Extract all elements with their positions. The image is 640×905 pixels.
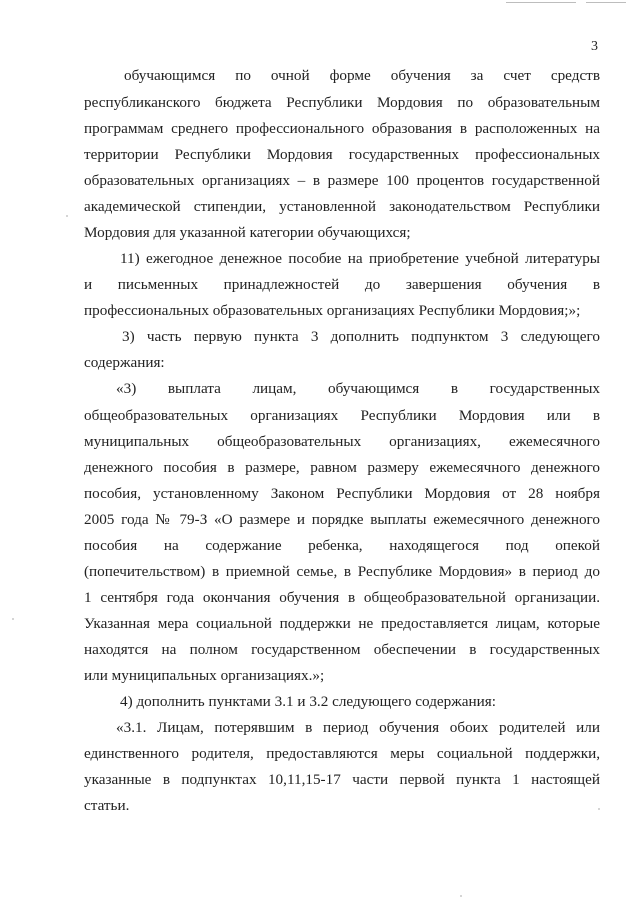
text-line: территории Республики Мордовия государственных профессиональных: [84, 146, 600, 163]
text-line: образовательных организациях – в размере 100 процентов государственной: [84, 172, 600, 189]
scan-artifact-dot: [66, 215, 68, 217]
scan-artifact-line: [586, 2, 626, 3]
text-line: и письменных принадлежностей до завершения обучения в: [84, 276, 600, 293]
text-line: республиканского бюджета Республики Мордовия по образовательным: [84, 94, 600, 111]
text-line: пособия, установленному Законом Республики Мордовия от 28 ноября: [84, 485, 600, 502]
text-line: обучающимся по очной форме обучения за счет средств: [124, 67, 600, 84]
text-line: муниципальных общеобразовательных организациях, ежемесячного: [84, 433, 600, 450]
text-line: 1 сентября года окончания обучения в общеобразовательной организации.: [84, 589, 600, 606]
scan-artifact-dot: [460, 895, 462, 897]
text-line: денежного пособия в размере, равном размеру ежемесячного денежного: [84, 459, 600, 476]
text-line: пособия на содержание ребенка, находящегося под опекой: [84, 537, 600, 554]
text-line: программам среднего профессионального образования в расположенных на: [84, 120, 600, 137]
text-line: академической стипендии, установленной законодательством Республики: [84, 198, 600, 215]
text-line: содержания:: [84, 354, 165, 371]
text-line: 3) часть первую пункта 3 дополнить подпунктом 3 следующего: [122, 328, 600, 345]
text-line: 4) дополнить пунктами 3.1 и 3.2 следующего содержания:: [120, 693, 496, 710]
text-line: Мордовия для указанной категории обучающихся;: [84, 224, 411, 241]
text-line: находятся на полном государственном обеспечении в государственных: [84, 641, 600, 658]
text-line: «3.1. Лицам, потерявшим в период обучения обоих родителей или: [116, 719, 600, 736]
text-line: Указанная мера социальной поддержки не предоставляется лицам, которые: [84, 615, 600, 632]
text-line: указанные в подпунктах 10,11,15-17 части первой пункта 1 настоящей: [84, 771, 600, 788]
text-line: единственного родителя, предоставляются меры социальной поддержки,: [84, 745, 600, 762]
text-line: 2005 года № 79-З «О размере и порядке выплаты ежемесячного денежного: [84, 511, 600, 528]
scan-artifact-line: [506, 2, 576, 3]
text-line: 11) ежегодное денежное пособие на приобретение учебной литературы: [120, 250, 600, 267]
text-line: «3) выплата лицам, обучающимся в государственных: [116, 380, 600, 397]
text-line: статьи.: [84, 797, 130, 814]
page-number: 3: [591, 39, 598, 54]
text-line: или муниципальных организациях.»;: [84, 667, 325, 684]
text-line: общеобразовательных организациях Республики Мордовия или в: [84, 407, 600, 424]
text-line: (попечительством) в приемной семье, в Республике Мордовия» в период до: [84, 563, 600, 580]
scan-artifact-dot: [12, 618, 14, 620]
text-line: профессиональных образовательных организациях Республики Мордовия;»;: [84, 302, 581, 319]
